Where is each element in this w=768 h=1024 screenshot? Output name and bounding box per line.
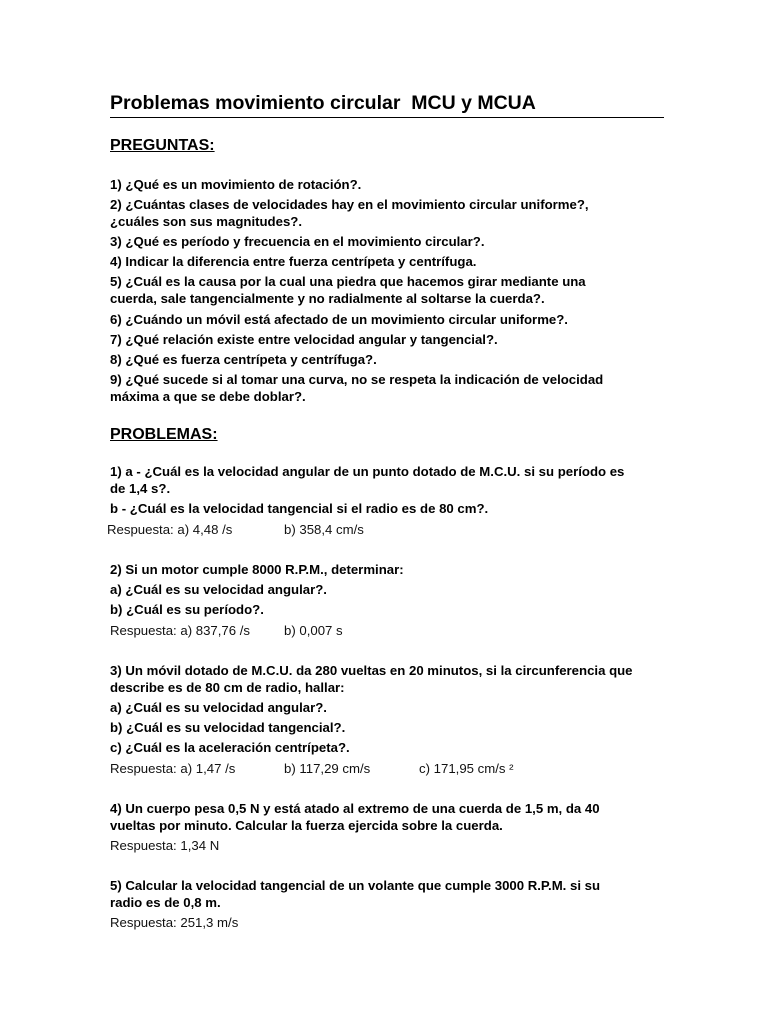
answer-value: b) 358,4 cm/s xyxy=(284,522,364,537)
pregunta-line: cuerda, sale tangencialmente y no radialmente al soltarse la cuerda?. xyxy=(110,291,545,306)
problemas-heading: PROBLEMAS: xyxy=(110,426,218,443)
pregunta-line: 9) ¿Qué sucede si al tomar una curva, no se respeta la indicación de velocidad xyxy=(110,372,604,387)
problem-3-line: 3) Un móvil dotado de M.C.U. da 280 vueltas en 20 minutos, si la circunferencia que xyxy=(110,663,633,678)
pregunta-line: ¿cuáles son sus magnitudes?. xyxy=(110,214,302,229)
problem-3-line: a) ¿Cuál es su velocidad angular?. xyxy=(110,700,327,715)
answer-value: Respuesta: a) 4,48 /s xyxy=(107,522,233,537)
pregunta-line: 7) ¿Qué relación existe entre velocidad angular y tangencial?. xyxy=(110,332,498,347)
answer-value: b) 0,007 s xyxy=(284,623,343,638)
pregunta-line: 5) ¿Cuál es la causa por la cual una piedra que hacemos girar mediante una xyxy=(110,274,586,289)
problem-2-line: b) ¿Cuál es su período?. xyxy=(110,602,264,617)
answer-value: Respuesta: 251,3 m/s xyxy=(110,915,239,930)
preguntas-heading: PREGUNTAS: xyxy=(110,137,215,154)
problem-1-line: 1) a - ¿Cuál es la velocidad angular de un punto dotado de M.C.U. si su período es xyxy=(110,464,625,479)
pregunta-line: 2) ¿Cuántas clases de velocidades hay en el movimiento circular uniforme?, xyxy=(110,197,589,212)
answer-value: b) 117,29 cm/s xyxy=(284,761,371,776)
problem-3-line: describe es de 80 cm de radio, hallar: xyxy=(110,680,345,695)
pregunta-line: máxima a que se debe doblar?. xyxy=(110,389,306,404)
answer-value: Respuesta: a) 1,47 /s xyxy=(110,761,236,776)
pregunta-line: 1) ¿Qué es un movimiento de rotación?. xyxy=(110,177,362,192)
page-title: Problemas movimiento circular MCU y MCUA xyxy=(110,92,536,114)
problem-1-line: b - ¿Cuál es la velocidad tangencial si el radio es de 80 cm?. xyxy=(110,501,489,516)
answer-value: Respuesta: 1,34 N xyxy=(110,838,220,853)
problem-4-line: 4) Un cuerpo pesa 0,5 N y está atado al extremo de una cuerda de 1,5 m, da 40 xyxy=(110,801,600,816)
problem-1-line: de 1,4 s?. xyxy=(110,481,171,496)
problem-3-line: c) ¿Cuál es la aceleración centrípeta?. xyxy=(110,740,350,755)
pregunta-line: 4) Indicar la diferencia entre fuerza centrípeta y centrífuga. xyxy=(110,254,477,269)
problem-4-line: vueltas por minuto. Calcular la fuerza ejercida sobre la cuerda. xyxy=(110,818,503,833)
problem-5-line: radio es de 0,8 m. xyxy=(110,895,221,910)
answer-value: Respuesta: a) 837,76 /s xyxy=(110,623,251,638)
problem-2-line: 2) Si un motor cumple 8000 R.P.M., determinar: xyxy=(110,562,404,577)
pregunta-line: 6) ¿Cuándo un móvil está afectado de un movimiento circular uniforme?. xyxy=(110,312,568,327)
problem-2-line: a) ¿Cuál es su velocidad angular?. xyxy=(110,582,327,597)
answer-value: c) 171,95 cm/s ² xyxy=(419,761,514,776)
pregunta-line: 3) ¿Qué es período y frecuencia en el movimiento circular?. xyxy=(110,234,485,249)
problem-3-line: b) ¿Cuál es su velocidad tangencial?. xyxy=(110,720,346,735)
pregunta-line: 8) ¿Qué es fuerza centrípeta y centrífuga?. xyxy=(110,352,377,367)
problem-5-line: 5) Calcular la velocidad tangencial de un volante que cumple 3000 R.P.M. si su xyxy=(110,878,601,893)
title-underline-rule xyxy=(110,117,664,118)
